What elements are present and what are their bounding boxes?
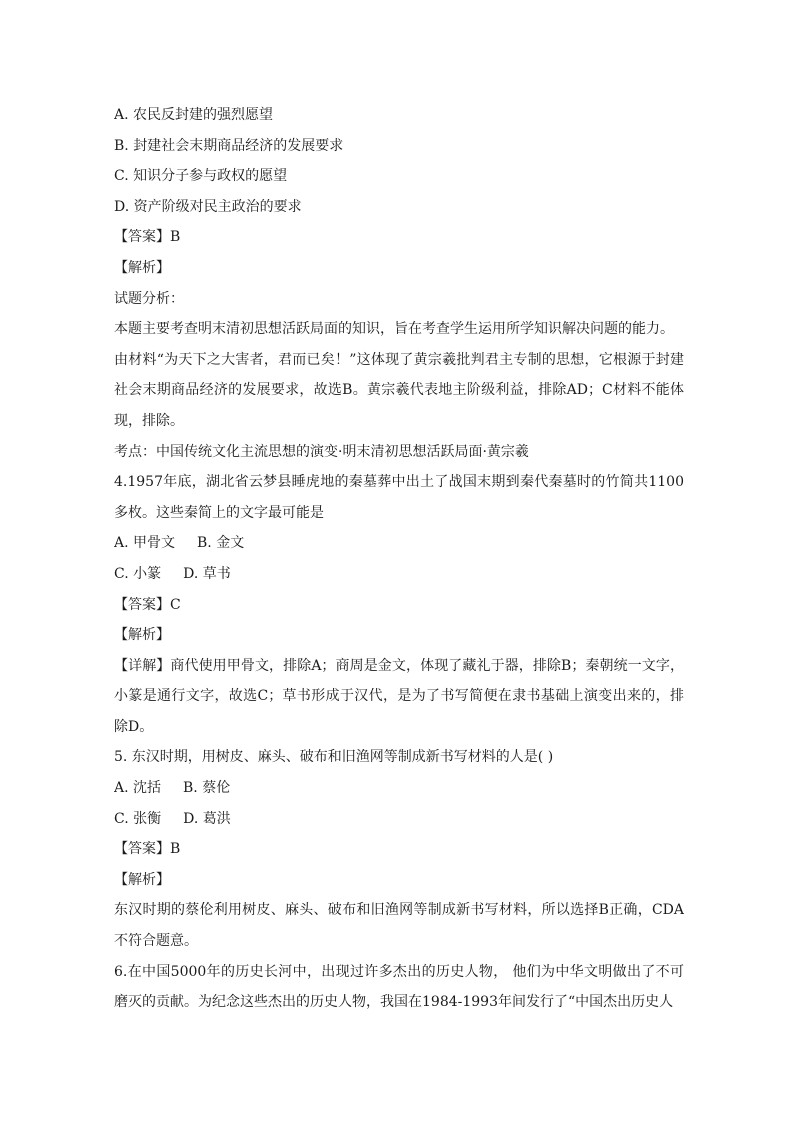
q5-question: 5. 东汉时期，用树皮、麻头、破布和旧渔网等制成新书写材料的人是( ): [114, 749, 554, 766]
q4-answer: 【答案】C: [114, 596, 181, 613]
q5-answer: 【答案】B: [114, 841, 181, 858]
q3-option-b: B. 封建社会末期商品经济的发展要求: [114, 137, 344, 154]
q3-kaodian: 考点：中国传统文化主流思想的演变·明末清初思想活跃局面·黄宗羲: [114, 443, 529, 460]
q6-question: 6.在中国5000年的历史长河中，出现过许多杰出的历史人物， 他们为中华文明做出了不可磨灭的贡献。为纪念这些杰出的历史人物，我国在1984-1993年间发行了“中国杰出历史人: [114, 963, 684, 1011]
q4-option-c: C. 小篆: [114, 565, 162, 582]
q4-question: 4.1957年底，湖北省云梦县睡虎地的秦墓葬中出土了战国末期到秦代秦墓时的竹简共1100多枚。这些秦简上的文字最可能是: [114, 474, 684, 521]
q5-analysis-label: 【解析】: [114, 871, 170, 888]
q3-answer: 【答案】B: [114, 229, 181, 246]
q3-option-c: C. 知识分子参与政权的愿望: [114, 168, 288, 185]
q4-options-row-1: [114, 528, 684, 559]
q5-option-b: B. 蔡伦: [183, 780, 231, 797]
q5-analysis: 东汉时期的蔡伦利用树皮、麻头、破布和旧渔网等制成新书写材料，所以选择B正确，CDA不符合题意。: [114, 902, 684, 950]
q5-options-row-2: [114, 804, 684, 835]
q4-analysis-label: 【解析】: [114, 627, 170, 644]
document-page: [114, 100, 684, 1018]
q4-option-d: D. 草书: [183, 565, 231, 582]
q4-option-a: A. 甲骨文: [114, 535, 176, 552]
q5-options-row-1: [114, 773, 684, 804]
q4-analysis: 【详解】商代使用甲骨文，排除A；商周是金文，体现了藏礼于器，排除B；秦朝统一文字，小篆是通行文字，故选C；草书形成于汉代，是为了书写简便在隶书基础上演变出来的，排除D。: [114, 657, 684, 735]
q4-options-row-2: [114, 559, 684, 590]
q4-option-b: B. 金文: [197, 535, 245, 552]
q3-option-d: D. 资产阶级对民主政治的要求: [114, 198, 302, 215]
q3-option-a: A. 农民反封建的强烈愿望: [114, 107, 274, 123]
q5-option-a: A. 沈括: [114, 780, 162, 797]
q3-analysis-intro: 试题分析：: [114, 290, 184, 307]
q5-option-d: D. 葛洪: [183, 810, 231, 827]
q3-analysis-p2: 由材料“为天下之大害者，君而已矣！”这体现了黄宗羲批判君主专制的思想，它根源于封建社会末期商品经济的发展要求，故选B。黄宗羲代表地主阶级利益，排除AD；C材料不能体现，排除。: [114, 351, 684, 429]
q5-option-c: C. 张衡: [114, 810, 162, 827]
q3-analysis-p1: 本题主要考查明末清初思想活跃局面的知识，旨在考查学生运用所学知识解决问题的能力。: [114, 321, 674, 338]
q3-analysis-label: 【解析】: [114, 259, 170, 276]
